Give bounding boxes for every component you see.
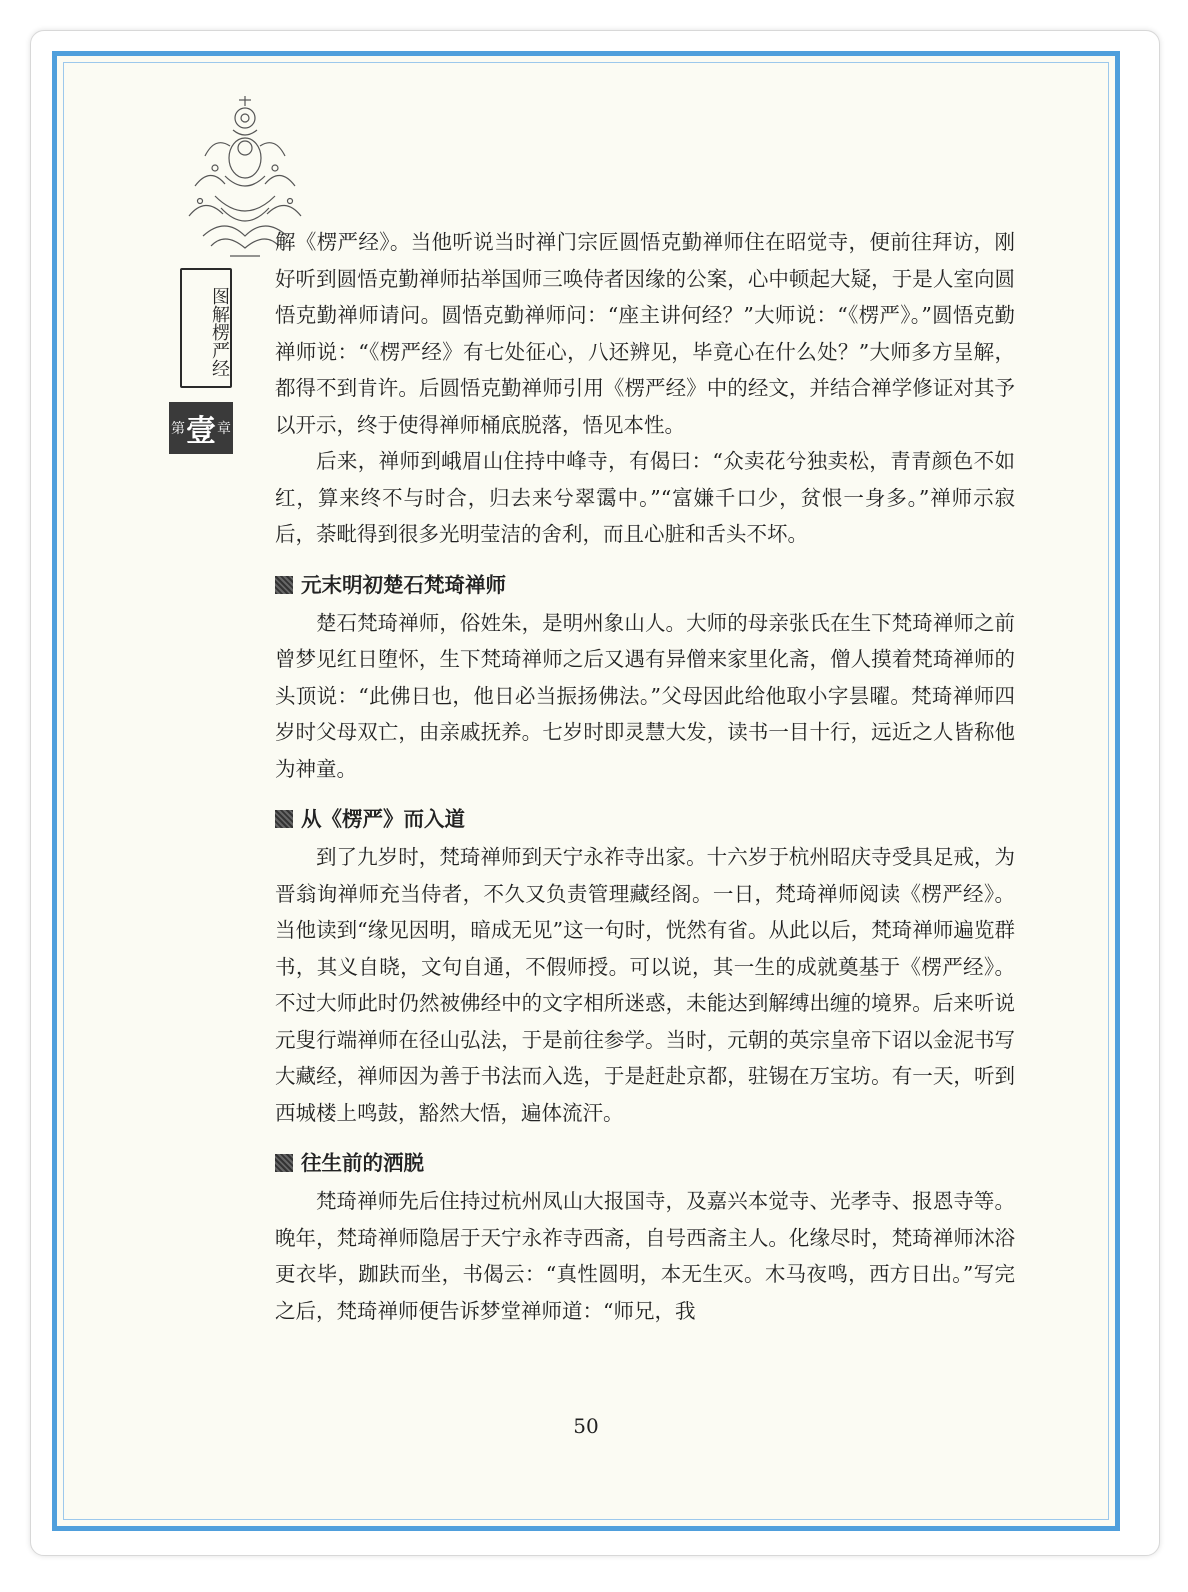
- paragraph: 梵琦禅师先后住持过杭州凤山大报国寺，及嘉兴本觉寺、光孝寺、报恩寺等。晚年，梵琦禅师隐居于天宁永祚寺西斋，自号西斋主人。化缘尽时，梵琦禅师沐浴更衣毕，跏趺而坐，书偈云：“真性圆明，本无生灭。木马夜鸣，西方日出。”写完之后，梵琦禅师便告诉梦堂禅师道：“师兄，我: [275, 1189, 1015, 1323]
- paragraph: 后来，禅师到峨眉山住持中峰寺，有偈曰：“众卖花兮独卖松，青青颜色不如红，算来终不与时合，归去来兮翠霭中。”“富嫌千口少，贫恨一身多。”禅师示寂后，荼毗得到很多光明莹洁的舍利，而且心脏和舌头不坏。: [275, 449, 1015, 546]
- paragraph: 楚石梵琦禅师，俗姓朱，是明州象山人。大师的母亲张氏在生下梵琦禅师之前曾梦见红日堕怀，生下梵琦禅师之后又遇有异僧来家里化斋，僧人摸着梵琦禅师的头顶说：“此佛日也，他日必当振扬佛法。”父母因此给他取小字昙曜。梵琦禅师四岁时父母双亡，由亲戚抚养。七岁时即灵慧大发，读书一目十行，远近之人皆称他为神童。: [275, 610, 1015, 781]
- paragraph: 解《楞严经》。当他听说当时禅门宗匠圆悟克勤禅师住在昭觉寺，便前往拜访，刚好听到圆悟克勤禅师拈举国师三唤侍者因缘的公案，心中顿起大疑，于是人室向圆悟克勤禅师请问。圆悟克勤禅师问：“座主讲何经？”大师说：“《楞严》。”圆悟克勤禅师说：“《楞严经》有七处征心，八还辨见，毕竟心在什么处？”大师多方呈解，都得不到肯许。后圆悟克勤禅师引用《楞严经》中的经文，并结合禅学修证对其予以开示，终于使得禅师桶底脱落，悟见本性。: [275, 230, 1015, 437]
- chapter-tab: [169, 402, 233, 454]
- section-heading: [275, 1145, 1015, 1181]
- section-heading-text: 元末明初楚石梵琦禅师: [301, 572, 506, 597]
- heading-marker-icon: [275, 1154, 293, 1172]
- heading-marker-icon: [275, 576, 293, 594]
- book-title-label: [180, 268, 232, 388]
- book-title-text: 图解楞严经: [209, 287, 230, 377]
- body-text: [275, 224, 1015, 1329]
- heading-marker-icon: [275, 810, 293, 828]
- page-number: 50: [573, 1414, 599, 1438]
- book-page: [52, 51, 1120, 1531]
- chapter-prefix: 第: [171, 421, 185, 437]
- chapter-suffix: 章: [217, 421, 231, 437]
- section-heading: [275, 567, 1015, 603]
- chapter-number: 壹: [186, 414, 216, 449]
- section-heading: [275, 801, 1015, 837]
- paragraph: 到了九岁时，梵琦禅师到天宁永祚寺出家。十六岁于杭州昭庆寺受具足戒，为晋翁询禅师充当侍者，不久又负责管理藏经阁。一日，梵琦禅师阅读《楞严经》。当他读到“缘见因明，暗成无见”这一句时，恍然有省。从此以后，梵琦禅师遍览群书，其义自晓，文句自通，不假师授。可以说，其一生的成就奠基于《楞严经》。不过大师此时仍然被佛经中的文字相所迷惑，未能达到解缚出缠的境界。后来听说元叟行端禅师在径山弘法，于是前往参学。当时，元朝的英宗皇帝下诏以金泥书写大藏经，禅师因为善于书法而入选，于是赶赴京都，驻锡在万宝坊。有一天，听到西城楼上鸣鼓，豁然大悟，遍体流汗。: [275, 845, 1015, 1125]
- section-heading-text: 往生前的洒脱: [301, 1151, 424, 1175]
- section-heading-text: 从《楞严》而入道: [301, 807, 465, 831]
